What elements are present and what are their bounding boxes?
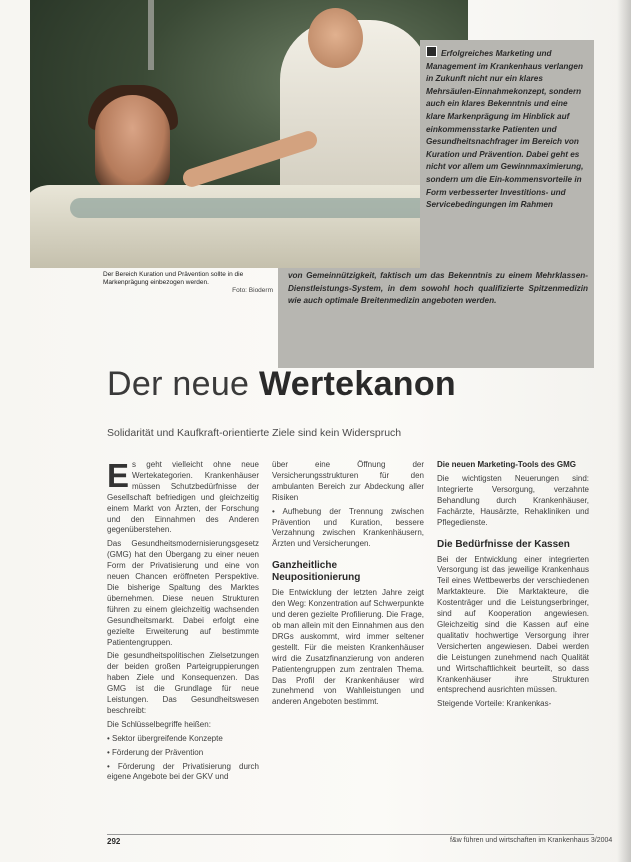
footer-rule: [107, 834, 594, 835]
paragraph: [107, 457, 259, 536]
page-number: 292: [107, 837, 121, 846]
list-item: • Förderung der Prävention: [107, 747, 204, 757]
paragraph: Bei der Entwicklung einer integrierten Versorgung ist das jeweilige Krankenhaus Teil eines Wettbewerbs der verschiedenen Marktakteure. Die Marktakteure, die Kostenträger und die Leistungserbringer, sind auf Kooperation angewiesen. Gleichzeitig sind die Kassen auf eine qualitativ hochwertige Versorgung ihrer Versicherten angewiesen. Dabei werden die Leistungen zunehmend nach Qualität und Wirtschaftlichkeit beurteilt, so dass Krankenhäuser ihre Strukturen entsprechend ausrichten müssen.: [437, 554, 589, 695]
article-column-3: [437, 460, 589, 713]
paragraph: über eine Öffnung der Versicherungsstrukturen für den ambulanten Bereich zur Abdeckung aller Risiken: [272, 460, 424, 502]
headline-light: Der neue: [107, 365, 250, 403]
paragraph: Die wichtigsten Neuerungen sind: Integrierte Versorgung, verzahnte Behandlung durch Krankenhäuser, Fachärzte, Hausärzte, Rehakliniken und Pflegedienste.: [437, 474, 589, 527]
section-heading-small: Die neuen Marketing-Tools des GMG: [437, 460, 576, 469]
square-bullet-icon: [426, 46, 437, 57]
paragraph: Die gesundheitspolitischen Zielsetzungen der beiden großen Parteigruppierungen haben Ziele und Konsequenzen. Das GMG ist die Grundlage für neue Leistungen. Das Gesundheitswesen beschreibt:: [107, 651, 259, 715]
article-subhead: Solidarität und Kaufkraft-orientierte Ziele sind kein Widerspruch: [107, 427, 402, 439]
paragraph-text: s geht vielleicht ohne neue Wertekategorien. Krankenhäuser müssen Schutzbedürfnisse der Gesellschaft befriedigen und gleichzeitig einem Markt von Ärzten, der Forschung und den Einnahmen des Anderen gegenüberstehen.: [107, 460, 259, 535]
pull-quote: [426, 46, 586, 212]
paragraph: Steigende Vorteile: Krankenkas-: [437, 699, 552, 709]
dropcap: E: [107, 457, 130, 494]
paragraph: Die Entwicklung der letzten Jahre zeigt den Weg: Konzentration auf Schwerpunkte und deren gezielte Profilierung. Die Frage, ob man allein mit den Einnahmen aus den DRGs auskommt, wird immer seltener gestellt. Für die meisten Krankenhäuser wird die Zusatzfinanzierung von anderen Patientengruppen zum zentralen Thema. Das Profil der Krankenhäuser wird zunehmend von Wahlleistungen und anderen Angeboten bestimmt.: [272, 588, 424, 707]
headline-bold: Wertekanon: [259, 365, 457, 403]
page-edge-shadow: [617, 0, 631, 862]
pull-quote-part1: Erfolgreiches Marketing und Management im Krankenhaus verlangen in Zukunft nicht nur ein klares Mehrsäulen-Einnahmekonzept, sondern auch ein klares Bekenntnis und eine klare Markenprägung im Hinblick auf einkommensstarke Patienten und Gesundheitsnachfrager im Bereich von Kuration und Prävention. Dabei geht es nicht vor allem um Gewinnmaximierung, sondern um die Ein-kommensvorteile in Form verbesserter Investitions- und Servicebedingungen im Rahmen: [426, 49, 584, 210]
bath-treatment-photo: [30, 0, 468, 268]
article-headline: [107, 365, 456, 404]
section-heading: Ganzheitliche Neupositionierung: [272, 560, 361, 584]
paragraph: • Aufhebung der Trennung zwischen Prävention und Kuration, bessere Verzahnung zwischen Krankenhäusern, Ärzten und Versicherungen.: [272, 506, 424, 549]
article-column-1: [107, 457, 259, 786]
photo-caption-text: Der Bereich Kuration und Prävention sollte in die Markenprägung einbezogen werden.: [103, 271, 244, 286]
section-heading: Die Bedürfnisse der Kassen: [437, 538, 570, 550]
paragraph: Das Gesundheitsmodernisierungsgesetz (GMG) hat den Übergang zu einer neuen Form der Privatisierung und eine von neuen Chancen eröffneten Perspektive. Die bisherige Spaltung des Marktes übernehmen. Diese neuen Strukturen führen zu einem gleichzeitig wachsenden Gesundheitsmarkt. Dabei erfolgt eine gezielte Erweiterung auf bestimmte Patientengruppen.: [107, 539, 259, 647]
article-column-2: [272, 460, 424, 711]
pull-quote-part2: von Gemeinnützigkeit, faktisch um das Bekenntnis zu einem Mehrklassen-Dienstleistungs-System, in dem sowohl hoch qualifizierte Spitzenmedizin wie auch optimale Breitenmedizin angeboten werden.: [288, 271, 588, 306]
list-item: • Förderung der Privatisierung durch eigene Angebote bei der GKV und: [107, 761, 259, 782]
publication-info: f&w führen und wirtschaften im Krankenhaus 3/2004: [450, 837, 613, 844]
photo-caption: [103, 271, 273, 295]
list-item: • Sektor übergreifende Konzepte: [107, 733, 223, 743]
photo-credit: Foto: Bioderm: [232, 287, 273, 294]
list-intro: Die Schlüsselbegriffe heißen:: [107, 719, 211, 729]
